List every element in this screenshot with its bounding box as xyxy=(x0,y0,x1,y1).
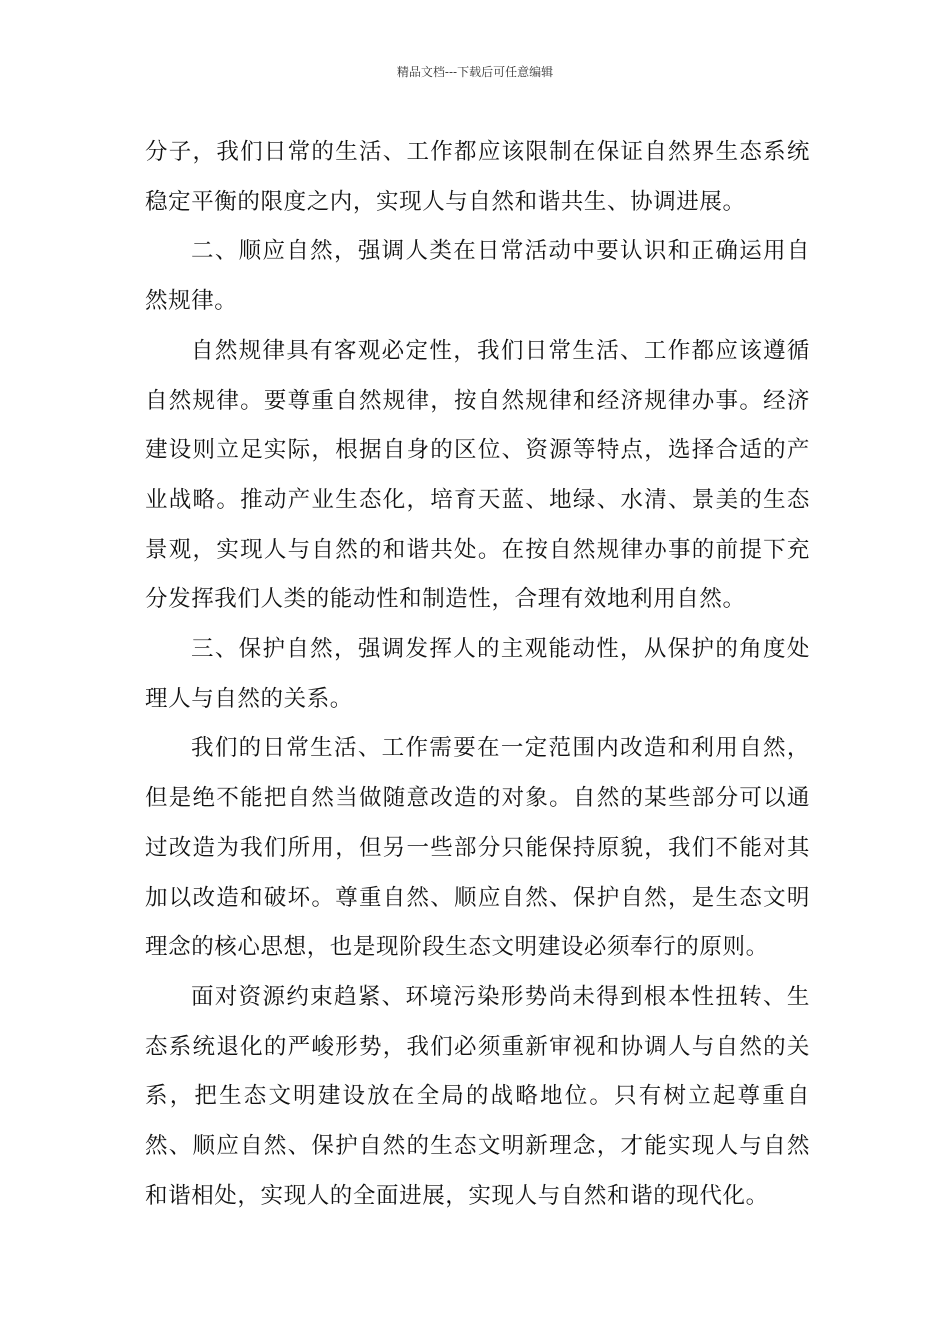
paragraph-heading-2: 二、顺应自然，强调人类在日常活动中要认识和正确运用自然规律。 xyxy=(145,238,810,315)
page-header: 精品文档---下载后可任意编辑 xyxy=(396,65,554,79)
paragraph-natural-law: 自然规律具有客观必定性，我们日常生活、工作都应该遵循自然规律。要尊重自然规律，按自然规律和经济规律办事。经济建设则立足实际，根据自身的区位、资源等特点，选择合适的产业战略。推动产业生态化，培育天蓝、地绿、水清、景美的生态景观，实现人与自然的和谐共处。在按自然规律办事的前提下充分发挥我们人类的能动性和制造性，合理有效地利用自然。 xyxy=(145,337,810,613)
paragraph-protect-nature: 我们的日常生活、工作需要在一定范围内改造和利用自然，但是绝不能把自然当做随意改造的对象。自然的某些部分可以通过改造为我们所用，但另一些部分只能保持原貌，我们不能对其加以改造和破坏。尊重自然、顺应自然、保护自然，是生态文明理念的核心思想，也是现阶段生态文明建设必须奉行的原则。 xyxy=(145,735,810,961)
paragraph-continuation: 分子，我们日常的生活、工作都应该限制在保证自然界生态系统稳定平衡的限度之内，实现人与自然和谐共生、协调进展。 xyxy=(145,139,810,215)
document-body xyxy=(145,128,810,1221)
paragraph-heading-3: 三、保护自然，强调发挥人的主观能动性，从保护的角度处理人与自然的关系。 xyxy=(145,636,810,712)
paragraph-conclusion: 面对资源约束趋紧、环境污染形势尚未得到根本性扭转、生态系统退化的严峻形势，我们必须重新审视和协调人与自然的关系，把生态文明建设放在全局的战略地位。只有树立起尊重自然、顺应自然、保护自然的生态文明新理念，才能实现人与自然和谐相处，实现人的全面进展，实现人与自然和谐的现代化。 xyxy=(145,983,810,1209)
